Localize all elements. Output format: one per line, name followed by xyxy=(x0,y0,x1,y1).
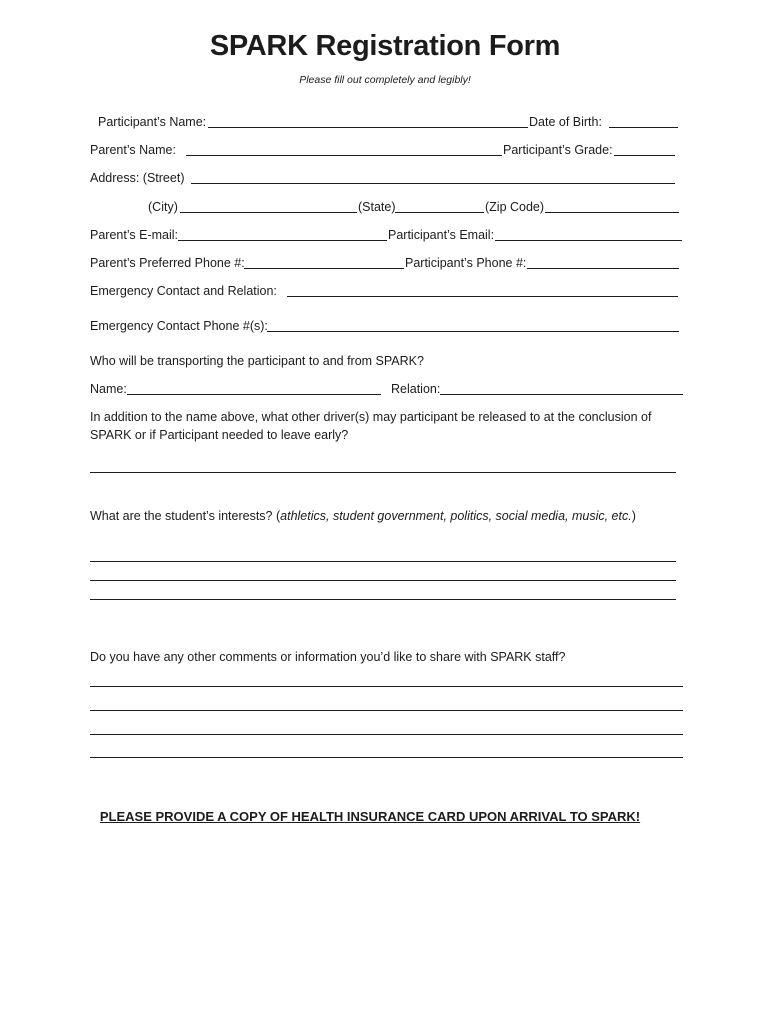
comments-answer-line[interactable] xyxy=(90,757,683,758)
parent-phone-label: Parent’s Preferred Phone #: xyxy=(90,256,245,270)
interests-question xyxy=(90,508,636,524)
transport-name-field[interactable] xyxy=(127,394,381,395)
transport-question: Who will be transporting the participant to and from SPARK? xyxy=(90,354,424,368)
other-drivers-answer-line[interactable] xyxy=(90,472,676,473)
zip-code-label: (Zip Code) xyxy=(485,200,545,214)
zip-code-field[interactable] xyxy=(545,212,679,213)
parent-email-field[interactable] xyxy=(178,240,387,241)
parent-phone-field[interactable] xyxy=(244,268,404,269)
parent-name-field[interactable] xyxy=(186,155,502,156)
state-label: (State) xyxy=(358,200,396,214)
form-subtitle: Please fill out completely and legibly! xyxy=(299,74,471,86)
participant-name-label: Participant’s Name: xyxy=(98,115,207,129)
interests-examples: athletics, student government, politics, social media, music, etc. xyxy=(280,509,632,523)
parent-name-label: Parent’s Name: xyxy=(90,143,176,157)
comments-question: Do you have any other comments or information you’d like to share with SPARK staff? xyxy=(90,650,566,664)
transport-relation-field[interactable] xyxy=(440,394,683,395)
form-title: SPARK Registration Form xyxy=(209,30,561,62)
participant-grade-field[interactable] xyxy=(614,155,675,156)
emergency-contact-field[interactable] xyxy=(287,296,678,297)
participant-phone-field[interactable] xyxy=(527,268,679,269)
interests-question-suffix: ) xyxy=(631,509,636,523)
state-field[interactable] xyxy=(395,212,484,213)
emergency-phone-field[interactable] xyxy=(267,331,679,332)
city-label: (City) xyxy=(148,200,178,214)
transport-relation-label: Relation: xyxy=(391,382,441,396)
other-drivers-question: In addition to the name above, what other driver(s) may participant be released to at the conclusion of SPARK or if Participant needed to leave early? xyxy=(90,410,652,442)
interests-question-prefix: What are the student’s interests? ( xyxy=(90,509,281,523)
participant-email-field[interactable] xyxy=(495,240,682,241)
insurance-notice: PLEASE PROVIDE A COPY OF HEALTH INSURANCE CARD UPON ARRIVAL TO SPARK! xyxy=(99,809,641,824)
emergency-contact-label: Emergency Contact and Relation: xyxy=(90,284,277,298)
interests-answer-line[interactable] xyxy=(90,580,676,581)
address-street-label: Address: (Street) xyxy=(90,171,185,185)
comments-answer-line[interactable] xyxy=(90,686,683,687)
interests-answer-line[interactable] xyxy=(90,561,676,562)
city-field[interactable] xyxy=(180,212,357,213)
date-of-birth-field[interactable] xyxy=(609,127,678,128)
address-street-field[interactable] xyxy=(191,183,675,184)
emergency-phone-label: Emergency Contact Phone #(s): xyxy=(90,319,268,333)
date-of-birth-label: Date of Birth: xyxy=(529,115,602,129)
participant-name-field[interactable] xyxy=(208,127,528,128)
comments-answer-line[interactable] xyxy=(90,734,683,735)
participant-email-label: Participant’s Email: xyxy=(388,228,495,242)
parent-email-label: Parent’s E-mail: xyxy=(90,228,178,242)
transport-name-label: Name: xyxy=(90,382,127,396)
comments-answer-line[interactable] xyxy=(90,710,683,711)
participant-phone-label: Participant’s Phone #: xyxy=(405,256,527,270)
participant-grade-label: Participant’s Grade: xyxy=(503,143,613,157)
interests-answer-line[interactable] xyxy=(90,599,676,600)
